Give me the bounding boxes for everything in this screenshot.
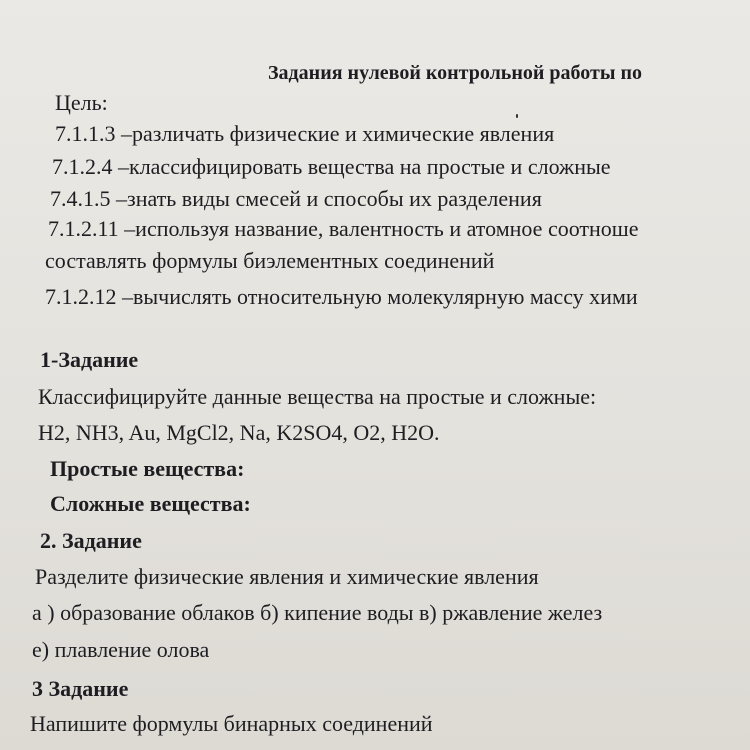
task1-heading: 1-Задание [40,347,139,372]
task3-text: Напишите формулы бинарных соединений [30,711,433,736]
task3-heading: 3 Задание [32,676,129,701]
goal-item: 7.1.2.12 –вычислять относительную молекулярную массу хими [45,284,638,309]
document-title: Задания нулевой контрольной работы по [268,62,642,84]
goal-item: 7.1.2.11 –используя название, валентность и атомное соотноше [48,216,639,241]
task2-heading: 2. Задание [40,528,142,553]
goal-item: составлять формулы биэлементных соединений [45,248,495,273]
task2-items: е) плавление олова [32,637,210,662]
task2-text: Разделите физические явления и химические явления [35,564,539,589]
goal-item: 7.1.2.4 –классифицировать вещества на простые и сложные [52,154,611,179]
ink-speck [516,114,518,118]
goal-item: 7.1.1.3 –различать физические и химические явления [55,121,555,146]
task1-substances: H2, NH3, Au, MgCl2, Na, K2SO4, O2, H2O. [38,420,440,445]
task2-items: а ) образование облаков б) кипение воды в) ржавление желез [32,600,603,625]
goal-label: Цель: [55,90,108,115]
task1-text: Классифицируйте данные вещества на простые и сложные: [38,384,597,409]
task1-simple-label: Простые вещества: [50,456,245,481]
goal-item: 7.4.1.5 –знать виды смесей и способы их разделения [50,186,542,211]
task1-complex-label: Сложные вещества: [50,491,251,516]
